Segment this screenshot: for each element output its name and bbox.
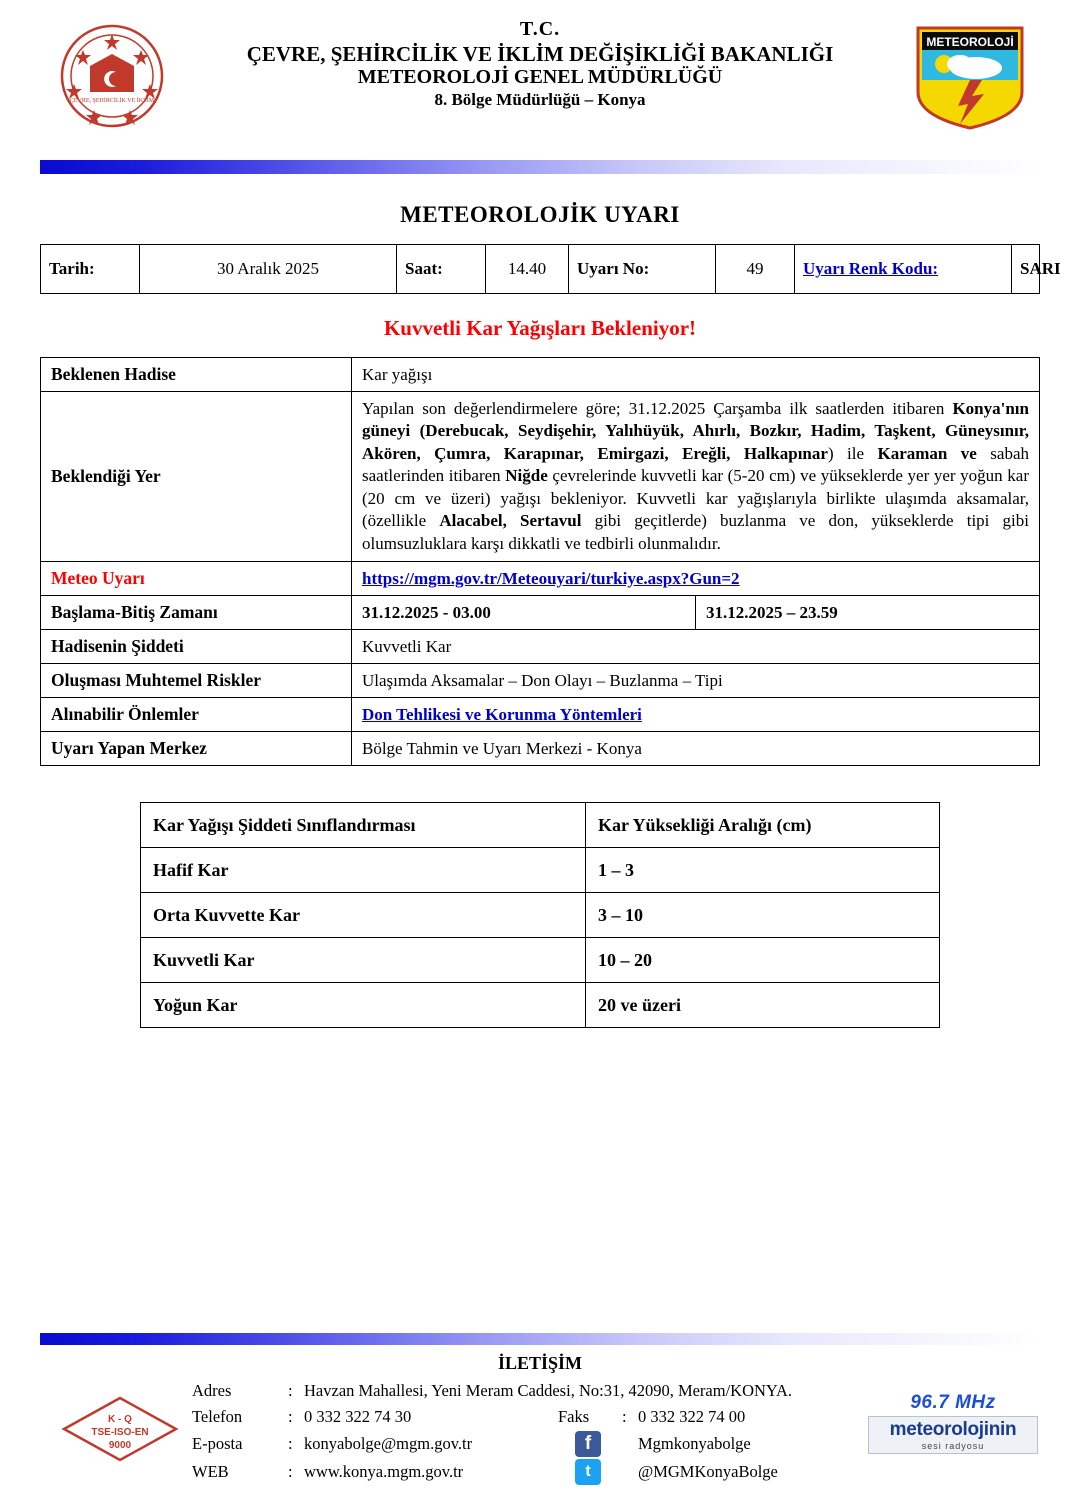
end-time-value: 31.12.2025 – 23.59 <box>696 596 1040 630</box>
issuing-center-label: Uyarı Yapan Merkez <box>41 732 352 766</box>
svg-text:METEOROLOJİ: METEOROLOJİ <box>926 35 1014 49</box>
heading-line-tc: T.C. <box>519 18 561 40</box>
meteo-warning-label: Meteo Uyarı <box>41 562 352 596</box>
color-code-label[interactable] <box>795 245 1012 294</box>
table-row <box>41 596 1040 630</box>
footer-title: İLETİŞİM <box>497 1352 583 1373</box>
radio-frequency: 96.7 MHz <box>910 1392 996 1413</box>
warning-info-table <box>40 244 1061 294</box>
snow-classification-table <box>140 802 940 1028</box>
date-value: 30 Aralık 2025 <box>140 245 397 294</box>
colon-3: : <box>622 1406 627 1426</box>
time-value: 14.40 <box>486 245 569 294</box>
table-row <box>190 1378 890 1404</box>
warning-no-label: Uyarı No: <box>569 245 716 294</box>
heading-line-region: 8. Bölge Müdürlüğü – Konya <box>434 89 646 109</box>
meteoroloji-logo-icon <box>910 20 1030 132</box>
phone-label: Telefon <box>192 1406 243 1426</box>
ministry-heading <box>40 18 1040 110</box>
time-label: Saat: <box>397 245 486 294</box>
color-code-link[interactable]: Uyarı Renk Kodu: <box>803 259 939 278</box>
svg-text:9000: 9000 <box>108 1440 132 1451</box>
tc-emblem-icon <box>58 22 166 130</box>
measures-label: Alınabilir Önlemler <box>41 698 352 732</box>
svg-text:TSE-ISO-EN: TSE-ISO-EN <box>91 1427 149 1438</box>
measures-link[interactable]: Don Tehlikesi ve Korunma Yöntemleri <box>362 704 642 724</box>
colon-5: : <box>288 1461 293 1481</box>
heading-line-ministry: ÇEVRE, ŞEHİRCİLİK VE İKLİM DEĞİŞİKLİĞİ BAKANLIĞI <box>246 41 834 66</box>
expected-event-label: Beklenen Hadise <box>41 358 352 392</box>
table-row <box>190 1458 890 1486</box>
address-value: Havzan Mahallesi, Yeni Meram Caddesi, No:31, 42090, Meram/KONYA. <box>304 1380 793 1400</box>
table-row <box>190 1430 890 1458</box>
color-code-value: SARI <box>1012 245 1040 294</box>
contact-block <box>190 1378 890 1486</box>
facebook-icon[interactable]: f <box>556 1430 620 1458</box>
warning-no-value: 49 <box>716 245 795 294</box>
header-gradient-bar <box>40 160 1040 174</box>
colon-4: : <box>288 1433 293 1453</box>
document-footer <box>0 1333 1080 1486</box>
expected-place-value: Yapılan son değerlendirmelere göre; 31.12.2025 Çarşamba ilk saatlerden itibaren Konya'nın güneyi (Derebucak, Seydişehir, Yalıhüyük, Ahırlı, Bozkır, Hadim, Taşkent, Güneysınır, Akören, Çumra, Karapınar, Emirgazi, Ereğli, Halkapınar) ile Karaman ve sabah saatlerinden itibaren Niğde çevrelerinde kuvvetli kar (5-20 cm) ve yükseklerde yer yer yoğun kar (20 cm ve üzeri) yağışı bekleniyor. Kuvvetli kar yağışlarıyla birlikte ulaşımda aksamalar, (özellikle Alacabel, Sertavul gibi geçitlerde) buzlanma ve don, yükseklerde tipi gibi olumsuzluklara karşı dikkatli ve tedbirli olunmalıdır. <box>352 392 1040 562</box>
expected-place-label: Beklendiği Yer <box>41 392 352 562</box>
tse-certification-icon <box>60 1394 180 1464</box>
classification-name-1: Orta Kuvvette Kar <box>141 893 586 938</box>
colon-1: : <box>288 1380 293 1400</box>
classification-range-3: 20 ve üzeri <box>586 983 940 1028</box>
start-time-value: 31.12.2025 - 03.00 <box>352 596 696 630</box>
email-value[interactable]: konyabolge@mgm.gov.tr <box>304 1433 473 1453</box>
web-value[interactable]: www.konya.mgm.gov.tr <box>304 1461 464 1481</box>
classification-name-0: Hafif Kar <box>141 848 586 893</box>
svg-text:K - Q: K - Q <box>108 1414 132 1425</box>
facebook-handle[interactable]: Mgmkonyabolge <box>638 1433 751 1453</box>
web-label: WEB <box>192 1461 229 1481</box>
contact-table <box>190 1378 890 1486</box>
table-row <box>141 983 940 1028</box>
start-end-label: Başlama-Bitiş Zamanı <box>41 596 352 630</box>
address-label: Adres <box>192 1380 232 1400</box>
classification-range-0: 1 – 3 <box>586 848 940 893</box>
table-row <box>41 392 1040 562</box>
classification-range-2: 10 – 20 <box>586 938 940 983</box>
table-row <box>41 698 1040 732</box>
table-row <box>190 1404 890 1430</box>
table-row <box>41 630 1040 664</box>
severity-value: Kuvvetli Kar <box>352 630 1040 664</box>
classification-header-range: Kar Yüksekliği Aralığı (cm) <box>586 803 940 848</box>
heading-line-directorate: METEOROLOJİ GENEL MÜDÜRLÜĞÜ <box>357 66 723 89</box>
warning-details-table <box>40 357 1040 766</box>
fax-value: 0 332 322 74 00 <box>638 1406 746 1426</box>
meteo-warning-link-cell[interactable] <box>352 562 1040 596</box>
risks-label: Oluşması Muhtemel Riskler <box>41 664 352 698</box>
radio-name-box <box>868 1416 1038 1454</box>
twitter-handle[interactable]: @MGMKonyaBolge <box>638 1461 778 1481</box>
classification-name-3: Yoğun Kar <box>141 983 586 1028</box>
table-row <box>41 732 1040 766</box>
measures-link-cell[interactable] <box>352 698 1040 732</box>
classification-header-category: Kar Yağışı Şiddeti Sınıflandırması <box>141 803 586 848</box>
table-header-row <box>141 803 940 848</box>
table-row <box>41 358 1040 392</box>
table-row <box>41 245 1040 294</box>
radio-logo <box>868 1392 1038 1464</box>
issuing-center-value: Bölge Tahmin ve Uyarı Merkezi - Konya <box>352 732 1040 766</box>
phone-value: 0 332 322 74 30 <box>304 1406 412 1426</box>
footer-gradient-bar <box>40 1333 1040 1345</box>
radio-name: meteorolojinin <box>889 1419 1017 1440</box>
alert-headline: Kuvvetli Kar Yağışları Bekleniyor! <box>383 316 697 340</box>
radio-subtitle: sesi radyosu <box>921 1441 985 1451</box>
table-row <box>141 848 940 893</box>
document-header <box>40 0 1040 148</box>
table-row <box>41 664 1040 698</box>
classification-range-1: 3 – 10 <box>586 893 940 938</box>
twitter-icon[interactable]: t <box>556 1458 620 1486</box>
risks-value: Ulaşımda Aksamalar – Don Olayı – Buzlanma – Tipi <box>352 664 1040 698</box>
meteo-warning-link[interactable]: https://mgm.gov.tr/Meteouyari/turkiye.aspx?Gun=2 <box>362 568 740 588</box>
table-row <box>41 562 1040 596</box>
table-row <box>141 893 940 938</box>
expected-event-value: Kar yağışı <box>352 358 1040 392</box>
email-label: E-posta <box>192 1433 243 1453</box>
date-label: Tarih: <box>41 245 140 294</box>
fax-label: Faks <box>558 1406 590 1426</box>
svg-text:ÇEVRE, ŞEHİRCİLİK VE İKLİM: ÇEVRE, ŞEHİRCİLİK VE İKLİM <box>69 98 155 104</box>
table-row <box>141 938 940 983</box>
colon-2: : <box>288 1406 293 1426</box>
classification-name-2: Kuvvetli Kar <box>141 938 586 983</box>
page-title: METEOROLOJİK UYARI <box>400 202 680 227</box>
severity-label: Hadisenin Şiddeti <box>41 630 352 664</box>
